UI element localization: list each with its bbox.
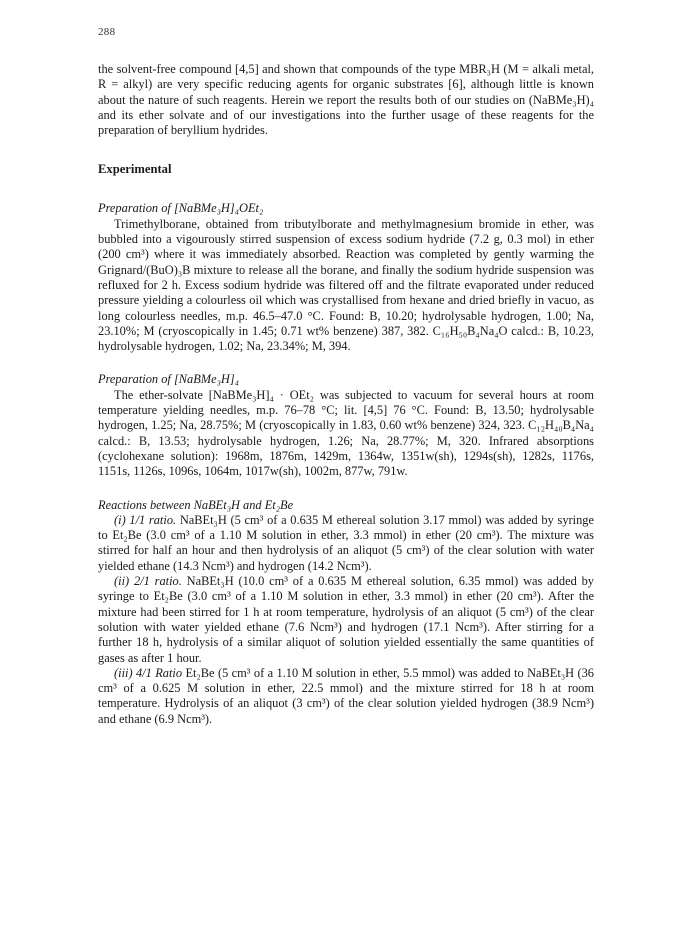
prep1-heading: Preparation of [NaBMe₃H]₄OEt₂	[98, 201, 264, 216]
reaction-label: (i) 1/1 ratio.	[114, 512, 177, 527]
page-number: 288	[98, 26, 116, 38]
prep1-body: Trimethylborane, obtained from tributylborate and methylmagnesium bromide in ether, was bubbled into a vigourously stirred suspension of excess sodium hydride (7.2 g, 0.3 mol) in ether (200 cm³) where it was immediately absorbed. Reaction was completed by gently warming the Grignard/(BuO)₃B mixture to release all the borane, and finally the sodium hydride suspension was refluxed for 2 h. Excess sodium hydride was filtered off and the filtrate evaporated under reduced pressure yielding a colourless oil which was crystallised from hexane and dried briefly in vacuo, as long colourless needles, m.p. 46.5–47.0 °C. Found: B, 10.20; hydrolysable hydrogen, 1.00; Na, 23.10%; M (cryoscopically in 1.45; 0.71 wt% benzene) 387, 382. C₁₆H₅₀B₄Na₄O calcd.: B, 10.23, hydrolysable hydrogen, 1.02; Na, 23.34%; M, 394.	[98, 216, 594, 354]
reaction-label: (ii) 2/1 ratio.	[114, 574, 182, 589]
reaction-item-3	[98, 666, 594, 727]
reaction-label: (iii) 4/1 Ratio	[114, 665, 183, 680]
reactions-heading: Reactions between NaBEt₃H and Et₂Be	[98, 497, 294, 512]
reaction-text: NaBEt₃H (10.0 cm³ of a 0.635 M ethereal solution, 6.35 mmol) was added by syringe to Et₂Be (3.0 cm³ of a 1.10 M solution in ether, 3.3 mmol) in ether (20 cm³). After the mixture had been stirred for 1 h at room temperature, hydrolysis of an aliquot (5 cm³) of the clear solution with water yielded ethane (7.6 Ncm³) and hydrogen (17.1 Ncm³). After stirring for a further 18 h, hydrolysis of a similar aliquot of solution yielded essentially the same quantities of gases as after 1 hour.	[98, 574, 594, 665]
spacer	[98, 480, 594, 498]
intro-paragraph: the solvent-free compound [4,5] and shown that compounds of the type MBR₃H (M = alkali metal, R = alkyl) are very specific reducing agents for organic substrates [6], although little is known about the nature of such reagents. Herein we report the results both of our studies on (NaBMe₃H)₄ and its ether solvate and of our investigations into the further usage of these reagents for the preparation of beryllium hydrides.	[98, 62, 594, 138]
section-title: Experimental	[98, 162, 172, 177]
prep2-body: The ether-solvate [NaBMe₃H]₄ · OEt₂ was subjected to vacuum for several hours at room temperature yielding needles, m.p. 76–78 °C; lit. [4,5] 76 °C. Found: B, 13.50; hydrolysable hydrogen, 1.25; Na, 28.75%; M (cryoscopically in 1.83, 0.60 wt% benzene) 324, 323. C₁₂H₄₀B₄Na₄ calcd.: B, 13.53; hydrolysable hydrogen, 1.26; Na, 28.77%; M, 320. Infrared absorptions (cyclohexane solution): 1968m, 1876m, 1429m, 1364w, 1351w(sh), 1294s(sh), 1282s, 1176s, 1151s, 1126s, 1096s, 1064m, 1017w(sh), 1002m, 877w, 791w.	[98, 387, 594, 479]
reaction-text: NaBEt₃H (5 cm³ of a 0.635 M ethereal solution 3.17 mmol) was added by syringe to Et₂Be (3.0 cm³ of a 1.10 M solution in ether, 3.3 mmol) in ether (20 cm³). The mixture was stirred for half an hour and then hydrolysis of an aliquot (5 cm³) of the clear solution with water yielded ethane (14.3 Ncm³) and hydrogen (14.2 Ncm³).	[98, 512, 594, 573]
spacer	[98, 354, 594, 372]
reaction-item-2	[98, 574, 594, 666]
prep2-heading: Preparation of [NaBMe₃H]₄	[98, 372, 240, 387]
reaction-text: Et₂Be (5 cm³ of a 1.10 M solution in ether, 5.5 mmol) was added to NaBEt₃H (36 cm³ of a 0.625 M solution in ether, 22.5 mmol) and the mixture stirred for 18 h at room temperature. Hydrolysis of an aliquot (3 cm³) of the clear solution yielded hydrogen (38.9 Ncm³) and ethane (6.9 Ncm³).	[98, 665, 594, 726]
reaction-item-1	[98, 513, 594, 574]
